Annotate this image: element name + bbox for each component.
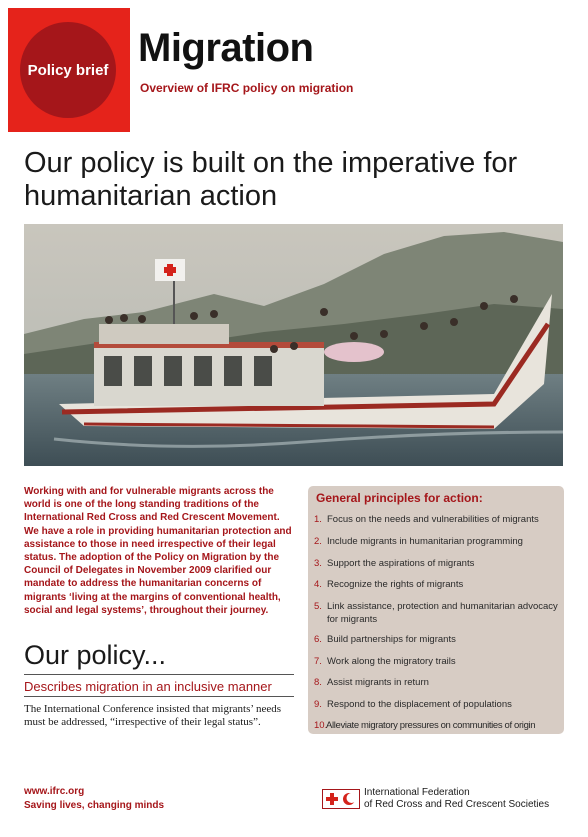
principle-item: 2. Include migrants in humanitarian programming — [314, 536, 523, 547]
principle-item: 1. Focus on the needs and vulnerabilities of migrants — [314, 514, 539, 525]
red-cross-crescent-emblem-icon — [322, 789, 360, 809]
principles-panel — [308, 486, 564, 734]
principle-item: 7. Work along the migratory trails — [314, 656, 456, 667]
policy-divider-top — [24, 674, 294, 675]
principles-title: General principles for action: — [316, 491, 483, 505]
brand-block — [8, 8, 130, 132]
footer-url-link[interactable]: www.ifrc.org — [24, 786, 85, 797]
policy-brief-badge — [20, 22, 116, 118]
principle-item: 8. Assist migrants in return — [314, 677, 429, 688]
boat-photo-illustration — [24, 224, 563, 466]
organization-name: International Federation of Red Cross and Red Crescent Societies — [364, 787, 550, 810]
principle-item: 4. Recognize the rights of migrants — [314, 579, 464, 590]
principle-item: 5. Link assistance, protection and humanitarian advocacy for migrants — [314, 601, 558, 625]
principle-item: 9. Respond to the displacement of populations — [314, 699, 512, 710]
page-title: Migration — [138, 26, 314, 70]
principle-item: 10. Alleviate migratory pressures on communities of origin — [314, 720, 536, 731]
footer-slogan: Saving lives, changing minds — [24, 800, 165, 811]
policy-brief-label: Policy brief — [27, 61, 109, 79]
intro-paragraph: Working with and for vulnerable migrants across the world is one of the long standing traditions of the International Red Cross and Red Crescent Movement. We have a role in providing humanitarian protection and assistance to those in need irrespective of their legal status. The adoption of the Policy on Migration by the Council of Delegates in November 2009 clarified our mandate to address the humanitarian concerns of migrants ‘living at the margins of conventional health, social and legal systems’, throughout their journey. — [24, 486, 292, 616]
policy-subheading: Describes migration in an inclusive manner — [24, 679, 272, 694]
our-policy-heading: Our policy... — [24, 640, 167, 670]
principle-item: 6. Build partnerships for migrants — [314, 634, 456, 645]
policy-divider-bottom — [24, 696, 294, 697]
page-subtitle: Overview of IFRC policy on migration — [140, 81, 354, 95]
migrant-boat-photo — [24, 224, 563, 466]
principle-item: 3. Support the aspirations of migrants — [314, 558, 475, 569]
policy-body: The International Conference insisted that migrants’ needs must be addressed, “irrespective of their legal status”. — [24, 703, 281, 728]
headline: Our policy is built on the imperative for humanitarian action — [24, 147, 518, 212]
